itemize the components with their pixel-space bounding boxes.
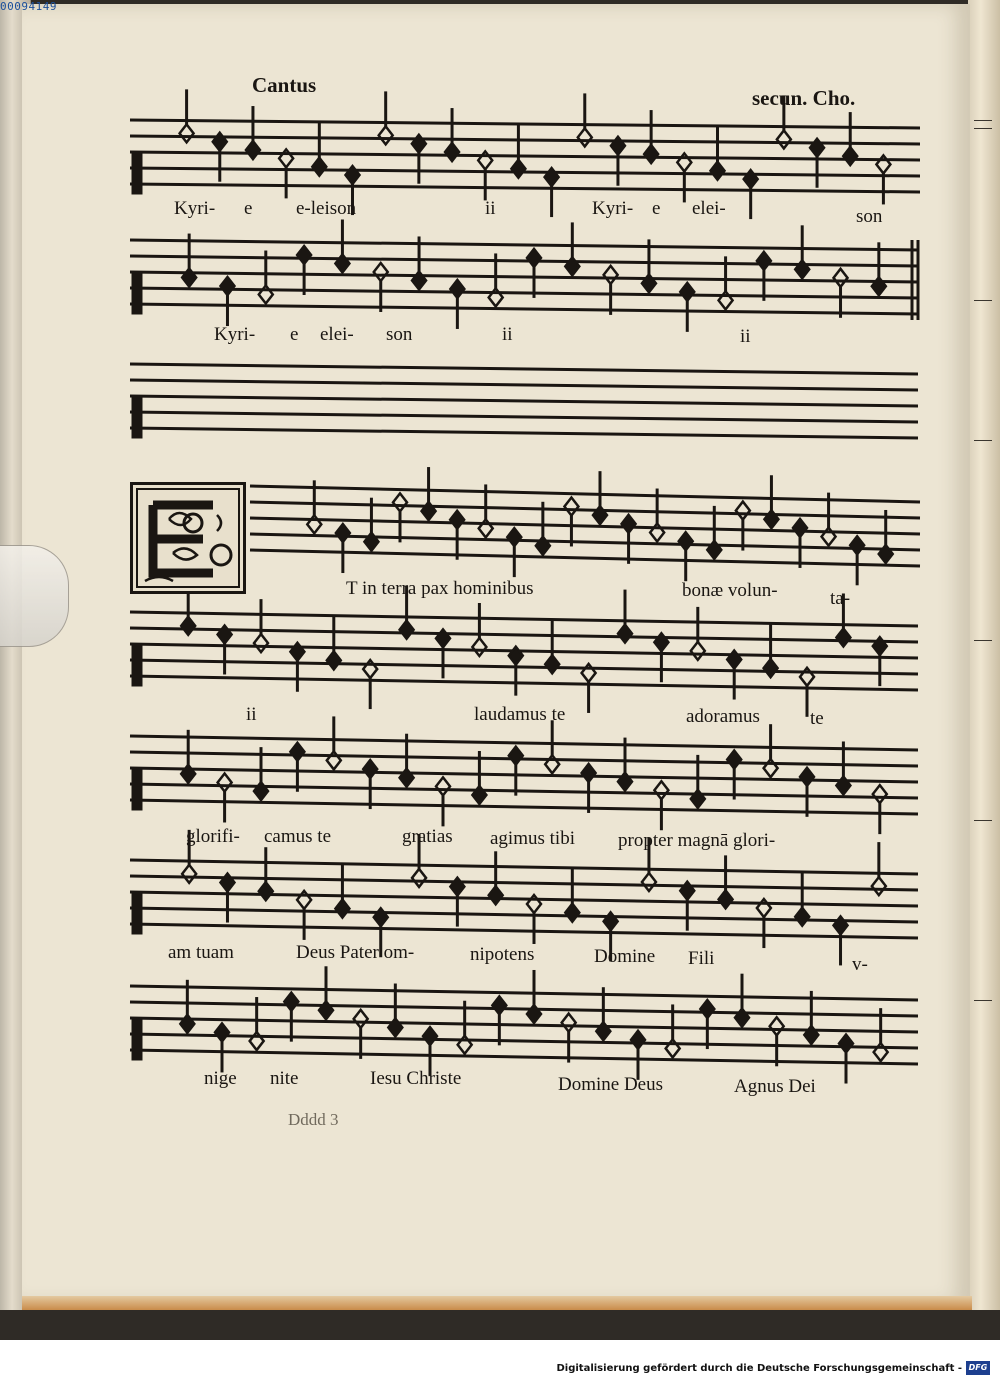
note-head	[644, 145, 658, 163]
lyric-syllable: Agnus Dei	[734, 1076, 816, 1097]
note-head	[436, 777, 450, 795]
note-head	[218, 773, 232, 791]
note-head	[259, 882, 273, 900]
note-head	[764, 659, 778, 677]
lyric-syllable: Iesu Christe	[370, 1068, 462, 1089]
lyric-syllable: adoramus	[686, 706, 760, 727]
note-head	[793, 519, 807, 537]
note-head	[354, 1010, 368, 1028]
note-head	[472, 638, 486, 656]
note-head	[450, 280, 464, 298]
note-head	[604, 266, 618, 284]
note-head	[335, 900, 349, 918]
note-head	[284, 993, 298, 1011]
lyric-syllable: Domine	[594, 946, 656, 967]
note-head	[578, 128, 592, 146]
note-head	[564, 497, 578, 515]
lyric-syllable: nite	[270, 1068, 299, 1089]
lyric-syllable: v-	[852, 954, 868, 975]
note-head	[363, 760, 377, 778]
lyric-syllable: Deus Pater om-	[296, 942, 415, 963]
note-head	[843, 147, 857, 165]
note-head	[622, 515, 636, 533]
note-head	[777, 130, 791, 148]
lyric-syllable: camus te	[264, 826, 332, 847]
clef-icon	[132, 892, 142, 934]
lyric-syllable: e-leison	[296, 198, 357, 219]
staff-line	[250, 502, 920, 518]
staff-line	[130, 986, 918, 1000]
note-head	[220, 277, 234, 295]
note-head	[507, 528, 521, 546]
staff-line	[130, 736, 918, 750]
lyric-syllable: propter magnā glori-	[618, 830, 776, 851]
note-head	[834, 269, 848, 287]
staff-line	[130, 240, 918, 250]
clef-icon	[132, 644, 142, 686]
note-head	[562, 1014, 576, 1032]
note-head	[711, 162, 725, 180]
lyric-syllable: elei-	[692, 198, 726, 219]
note-head	[327, 651, 341, 669]
lyric-syllable: ta-	[830, 588, 851, 609]
lyric-syllable: ii	[740, 326, 751, 347]
note-head	[509, 747, 523, 765]
note-head	[839, 1035, 853, 1053]
staff-line	[130, 1018, 918, 1032]
note-head	[489, 886, 503, 904]
note-head	[312, 158, 326, 176]
staff-line	[250, 534, 920, 550]
staff-line	[130, 380, 918, 390]
note-head	[374, 263, 388, 281]
note-head	[719, 890, 733, 908]
lyric-syllable: am tuam	[168, 942, 234, 963]
staff-line	[130, 892, 918, 906]
note-head	[492, 996, 506, 1014]
note-head	[215, 1023, 229, 1041]
note-head	[412, 869, 426, 887]
note-head	[691, 642, 705, 660]
note-head	[642, 873, 656, 891]
note-head	[393, 493, 407, 511]
staff-line	[130, 628, 918, 642]
note-head	[872, 877, 886, 895]
clef-icon	[132, 272, 142, 314]
staff-line	[250, 486, 920, 502]
note-head	[181, 617, 195, 635]
staff-line	[130, 768, 918, 782]
note-head	[836, 628, 850, 646]
lyric-syllable: ii	[246, 704, 257, 725]
lyric-syllable: glorifi-	[186, 826, 240, 847]
note-head	[618, 625, 632, 643]
note-head	[182, 865, 196, 883]
note-head	[527, 249, 541, 267]
note-head	[450, 511, 464, 529]
lyric-syllable: e	[244, 198, 253, 219]
signature-mark: Dddd 3	[288, 1110, 339, 1129]
lyric-syllable: son	[856, 206, 883, 227]
note-head	[565, 904, 579, 922]
clef-icon	[132, 1018, 142, 1060]
staff-line	[130, 860, 918, 874]
footer-bar	[0, 1340, 1000, 1382]
staff-line	[130, 612, 918, 626]
lyric-syllable: T in terra pax hominibus	[346, 578, 534, 599]
staff-line	[130, 412, 918, 422]
lyric-syllable: gratias	[402, 826, 453, 847]
staff-line	[130, 120, 920, 128]
staff-line	[130, 876, 918, 890]
lyric-syllable: Kyri-	[592, 198, 634, 219]
note-head	[795, 908, 809, 926]
lyric-syllable: laudamus te	[474, 704, 566, 725]
dfg-logo-icon: DFG	[966, 1361, 990, 1375]
note-head	[582, 764, 596, 782]
note-head	[511, 160, 525, 178]
lyric-syllable: nige	[204, 1068, 237, 1089]
choir-label: secun. Cho.	[752, 86, 856, 110]
clef-icon	[132, 768, 142, 810]
note-head	[654, 781, 668, 799]
note-head	[379, 126, 393, 144]
lyric-syllable: son	[386, 324, 413, 345]
staff-line	[130, 304, 918, 314]
lyric-syllable: bonæ volun-	[682, 580, 778, 601]
funding-notice: Digitalisierung gefördert durch die Deutsche Forschungsgemeinschaft -	[556, 1363, 962, 1374]
note-head	[246, 141, 260, 159]
staff-line	[250, 550, 920, 566]
note-head	[757, 252, 771, 270]
staff-line	[130, 660, 918, 674]
note-head	[727, 751, 741, 769]
lyric-syllable: Kyri-	[174, 198, 216, 219]
staff-line	[130, 364, 918, 374]
lyric-syllable: agimus tibi	[490, 828, 575, 849]
lyric-syllable: e	[290, 324, 299, 345]
lyric-syllable: e	[652, 198, 661, 219]
note-head	[850, 536, 864, 554]
ornamental-initial-e	[130, 482, 246, 594]
lyric-syllable: Kyri-	[214, 324, 256, 345]
note-head	[800, 768, 814, 786]
note-head	[297, 246, 311, 264]
staff-line	[130, 1002, 918, 1016]
staff-line	[130, 1050, 918, 1064]
staff-line	[130, 428, 918, 438]
note-head	[700, 1000, 714, 1018]
note-head	[400, 621, 414, 639]
staff-line	[130, 924, 918, 938]
note-head	[254, 634, 268, 652]
staff-line	[130, 396, 918, 406]
staff-line	[130, 752, 918, 766]
note-head	[445, 143, 459, 161]
staff-line	[250, 518, 920, 534]
note-head	[545, 655, 559, 673]
note-head	[290, 743, 304, 761]
note-head	[680, 283, 694, 301]
staff-line	[130, 184, 920, 192]
initial-ornament	[133, 485, 243, 591]
staff-line	[130, 288, 918, 298]
note-head	[873, 785, 887, 803]
lyric-syllable: nipotens	[470, 944, 535, 965]
staff-line	[130, 800, 918, 814]
voice-part-title: Cantus	[252, 73, 317, 97]
staff-line	[130, 136, 920, 144]
note-head	[770, 1017, 784, 1035]
scan-id-stamp: 00094149	[0, 0, 57, 13]
note-head	[336, 524, 350, 542]
note-head	[631, 1031, 645, 1049]
lyric-syllable: Fili	[688, 948, 715, 969]
lyric-syllable: elei-	[320, 324, 354, 345]
staff-line	[130, 784, 918, 798]
note-head	[736, 502, 750, 520]
lyric-syllable: te	[810, 708, 824, 729]
lyric-syllable: ii	[502, 324, 513, 345]
clef-icon	[132, 396, 142, 438]
note-head	[679, 532, 693, 550]
note-head	[423, 1027, 437, 1045]
lyric-syllable: ii	[485, 198, 496, 219]
clef-icon	[132, 152, 142, 194]
lyric-syllable: Domine Deus	[558, 1074, 664, 1095]
note-head	[180, 124, 194, 142]
